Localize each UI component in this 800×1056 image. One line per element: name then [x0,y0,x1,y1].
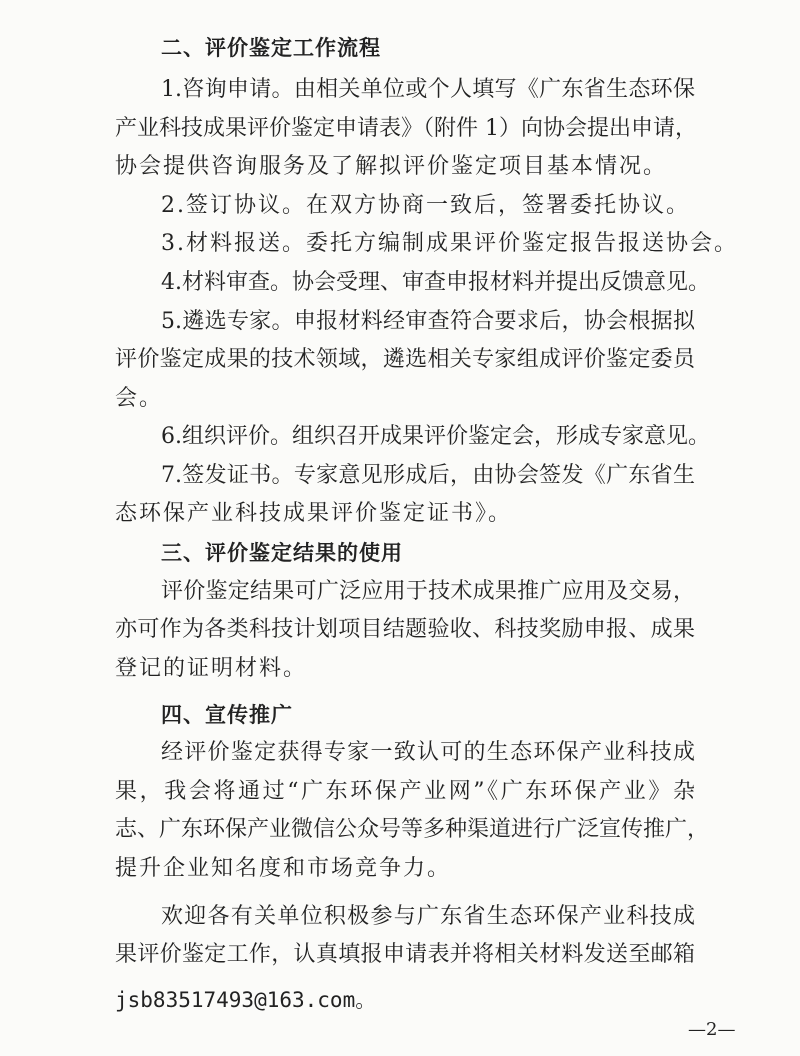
section-4-heading: 四、宣传推广 [161,703,293,727]
step-1-line-2: 产业科技成果评价鉴定申请表》（附件 1）向协会提出申请， [115,116,697,141]
section-3-heading: 三、评价鉴定结果的使用 [161,541,403,565]
section-4-line-3: 志、广东环保产业微信公众号等多种渠道进行广泛宣传推广， [115,817,710,842]
contact-email[interactable]: jsb83517493@163.com。 [115,988,377,1012]
section-3-line-1: 评价鉴定结果可广泛应用于技术成果推广应用及交易， [161,579,695,604]
step-1-line-3: 协会提供咨询服务及了解拟评价鉴定项目基本情况。 [115,154,668,179]
step-2: 2.签订协议。在双方协商一致后，签署委托协议。 [161,193,690,218]
section-4-line-4: 提升企业知名度和市场竞争力。 [115,856,452,881]
section-4-line-1: 经评价鉴定获得专家一致认可的生态环保产业科技成 [161,740,695,765]
page-number: —2— [688,1019,736,1040]
closing-line-1: 欢迎各有关单位积极参与广东省生态环保产业科技成 [161,904,695,929]
step-5-line-1: 5.遴选专家。申报材料经审查符合要求后，协会根据拟 [161,309,695,334]
step-7-line-1: 7.签发证书。专家意见形成后，由协会签发《广东省生 [161,463,695,488]
section-3-line-2: 亦可作为各类科技计划项目结题验收、科技奖励申报、成果 [115,617,695,642]
step-5-line-3: 会。 [115,386,164,411]
section-3-line-3: 登记的证明材料。 [115,656,308,681]
step-1-line-1: 1.咨询申请。由相关单位或个人填写《广东省生态环保 [161,77,695,102]
step-7-line-2: 态环保产业科技成果评价鉴定证书》。 [115,501,513,526]
closing-line-2: 果评价鉴定工作，认真填报申请表并将相关材料发送至邮箱 [115,942,695,967]
step-6: 6.组织评价。组织召开成果评价鉴定会，形成专家意见。 [161,424,710,449]
section-2-heading: 二、评价鉴定工作流程 [161,36,381,60]
step-4: 4.材料审查。协会受理、审查申报材料并提出反馈意见。 [161,270,710,295]
section-4-line-2: 果，我会将通过“广东环保产业网”《广东环保产业》杂 [115,779,695,804]
step-3: 3.材料报送。委托方编制成果评价鉴定报告报送协会。 [161,231,738,256]
step-5-line-2: 评价鉴定成果的技术领域，遴选相关专家组成评价鉴定委员 [115,347,695,372]
